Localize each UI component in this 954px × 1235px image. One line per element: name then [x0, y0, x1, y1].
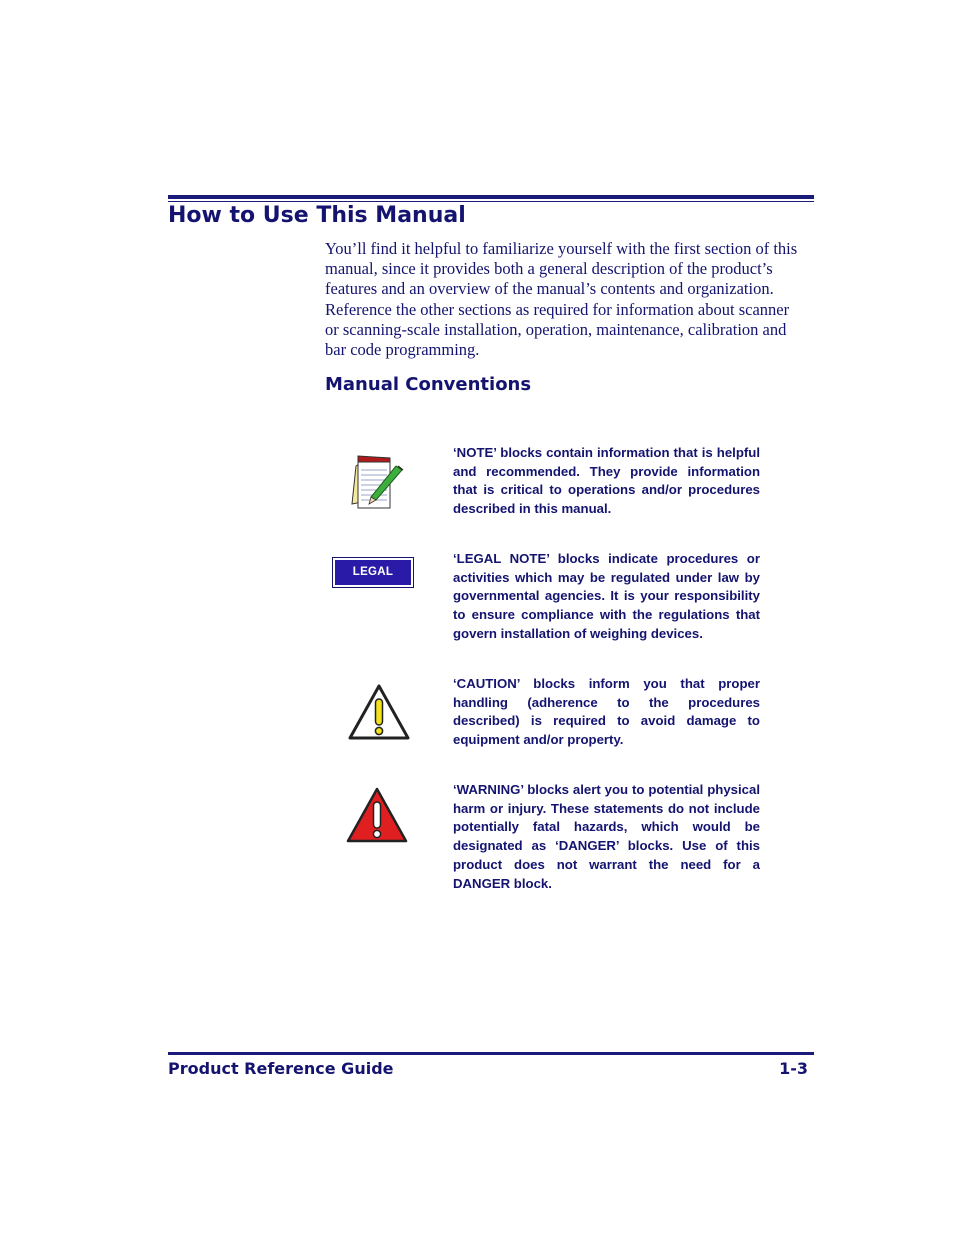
- footer-guide-title: Product Reference Guide: [168, 1059, 394, 1078]
- caution-block-text: ‘CAUTION’ blocks inform you that proper handling (adherence to the procedures described) is required to avoid damage to equipment and/or property.: [453, 676, 760, 748]
- note-block-text: ‘NOTE’ blocks contain information that is helpful and recommended. They provide information that is critical to operations and/or procedures described in this manual.: [453, 445, 760, 517]
- warning-block-text: ‘WARNING’ blocks alert you to potential physical harm or injury. These statements do not include potentially fatal hazards, which would be designated as ‘DANGER’ blocks. Use of this product does not warrant the need for a DANGER block.: [453, 782, 760, 891]
- legal-note-badge-label: LEGAL NOTE: [335, 560, 411, 585]
- manual-conventions-heading: Manual Conventions: [325, 374, 532, 395]
- notepad-pencil-icon: [350, 452, 406, 510]
- header-rule-thick: [168, 195, 814, 199]
- warning-triangle-icon: [345, 786, 409, 844]
- intro-paragraph: You’ll find it helpful to familiarize yourself with the first section of this manual, since it provides both a general description of the product’s features and an overview of the manual’s contents and organization. Reference the other sections as required for information about scanner or scanning-scale installation, operation, maintenance, calibration and bar code programming.: [325, 239, 798, 360]
- caution-triangle-icon: [347, 683, 411, 741]
- legal-note-badge: [332, 557, 414, 603]
- footer-rule: [168, 1052, 814, 1055]
- section-title: How to Use This Manual: [168, 203, 466, 228]
- legal-note-block-text: ‘LEGAL NOTE’ blocks indicate procedures or activities which may be regulated under law by governmental agencies. It is your responsibility to ensure compliance with the regulations that govern installation of weighing devices.: [453, 551, 760, 641]
- footer-page-number: 1-3: [779, 1059, 808, 1078]
